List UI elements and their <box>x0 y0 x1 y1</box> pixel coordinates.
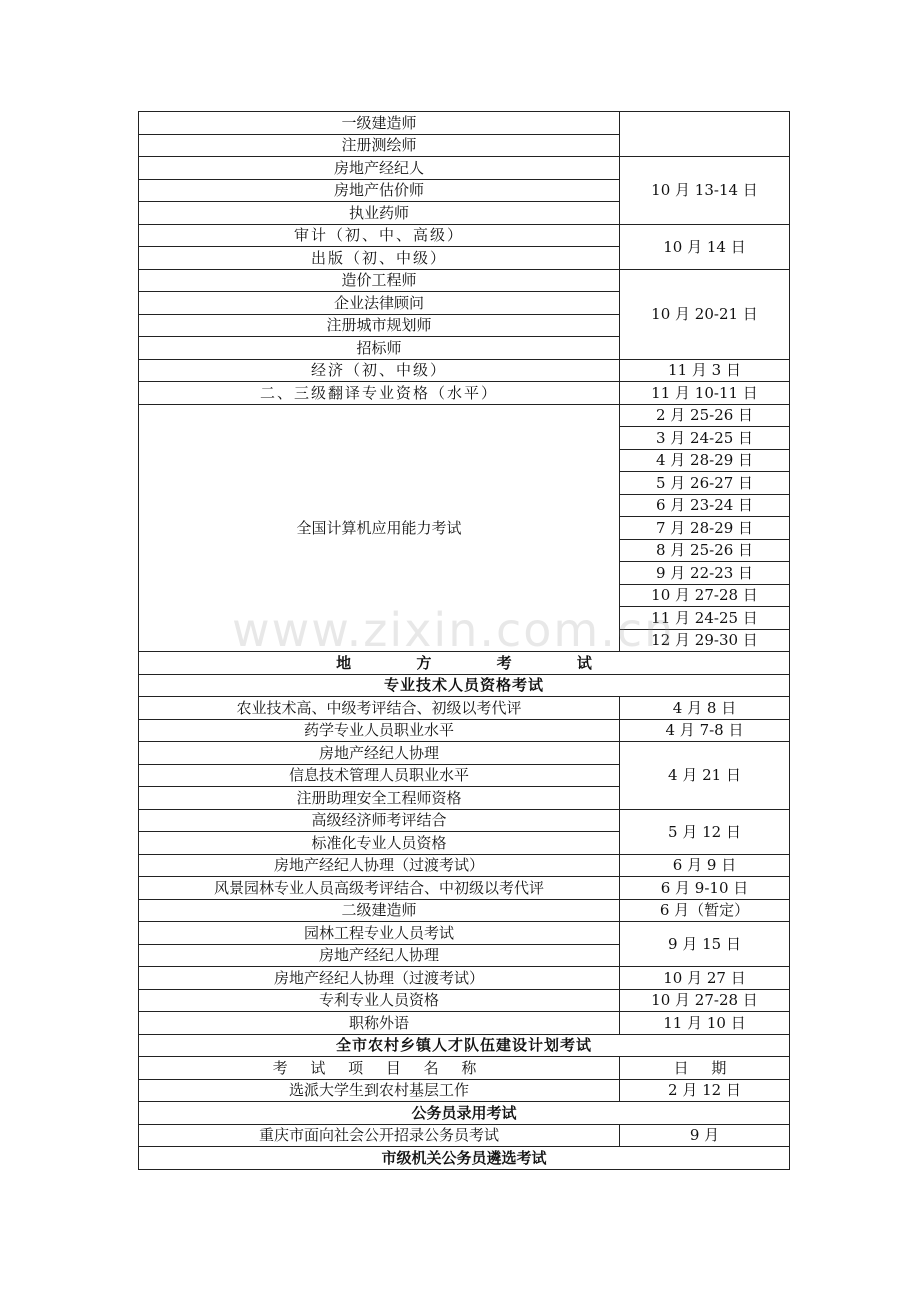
exam-date: 6 月 9 日 <box>620 854 790 877</box>
table-row <box>139 1124 790 1147</box>
exam-name: 注册助理安全工程师资格 <box>139 787 620 810</box>
exam-date: 10 月 27 日 <box>620 967 790 990</box>
column-header-date: 日 期 <box>620 1057 790 1080</box>
exam-date: 9 月 15 日 <box>620 922 790 967</box>
exam-name: 重庆市面向社会公开招录公务员考试 <box>139 1124 620 1147</box>
computer-exam-date: 7 月 28-29 日 <box>620 517 790 540</box>
professional-qualification-heading: 专业技术人员资格考试 <box>139 674 790 697</box>
exam-date: 10 月 27-28 日 <box>620 989 790 1012</box>
exam-name: 造价工程师 <box>139 269 620 292</box>
table-row <box>139 1079 790 1102</box>
civil-servant-heading: 公务员录用考试 <box>139 1102 790 1125</box>
exam-name: 出版（初、中级） <box>139 247 620 270</box>
exam-name: 二、三级翻译专业资格（水平） <box>139 382 620 405</box>
table-row <box>139 899 790 922</box>
section-header-row <box>139 1034 790 1057</box>
table-row <box>139 922 790 945</box>
exam-date: 9 月 <box>620 1124 790 1147</box>
table-row <box>139 404 790 427</box>
exam-name: 专利专业人员资格 <box>139 989 620 1012</box>
computer-exam-date: 8 月 25-26 日 <box>620 539 790 562</box>
exam-name: 审计（初、中、高级） <box>139 224 620 247</box>
exam-name: 园林工程专业人员考试 <box>139 922 620 945</box>
exam-date: 5 月 12 日 <box>620 809 790 854</box>
exam-name: 执业药师 <box>139 202 620 225</box>
computer-exam-date: 12 月 29-30 日 <box>620 629 790 652</box>
exam-date: 4 月 7-8 日 <box>620 719 790 742</box>
table-row <box>139 157 790 180</box>
table-row <box>139 809 790 832</box>
table-row <box>139 382 790 405</box>
exam-date: 2 月 12 日 <box>620 1079 790 1102</box>
exam-name: 房地产经纪人协理（过渡考试） <box>139 854 620 877</box>
exam-name: 农业技术高、中级考评结合、初级以考代评 <box>139 697 620 720</box>
exam-date-empty <box>620 112 790 157</box>
computer-exam-date: 11 月 24-25 日 <box>620 607 790 630</box>
table-row <box>139 224 790 247</box>
table-row <box>139 719 790 742</box>
exam-date: 11 月 10 日 <box>620 1012 790 1035</box>
exam-name: 风景园林专业人员高级考评结合、中初级以考代评 <box>139 877 620 900</box>
exam-name: 房地产经纪人协理（过渡考试） <box>139 967 620 990</box>
exam-date: 6 月（暂定） <box>620 899 790 922</box>
exam-schedule-table <box>138 111 790 1170</box>
computer-exam-date: 9 月 22-23 日 <box>620 562 790 585</box>
exam-name: 药学专业人员职业水平 <box>139 719 620 742</box>
computer-exam-date: 4 月 28-29 日 <box>620 449 790 472</box>
rural-program-heading: 全市农村乡镇人才队伍建设计划考试 <box>139 1034 790 1057</box>
computer-exam-date: 6 月 23-24 日 <box>620 494 790 517</box>
exam-date: 4 月 8 日 <box>620 697 790 720</box>
column-header-item: 考 试 项 目 名 称 <box>139 1057 620 1080</box>
exam-date: 10 月 20-21 日 <box>620 269 790 359</box>
table-row <box>139 967 790 990</box>
section-header-row <box>139 652 790 675</box>
exam-name: 招标师 <box>139 337 620 360</box>
exam-name: 一级建造师 <box>139 112 620 135</box>
exam-name: 二级建造师 <box>139 899 620 922</box>
exam-name: 选派大学生到农村基层工作 <box>139 1079 620 1102</box>
table-row <box>139 112 790 135</box>
exam-name: 房地产估价师 <box>139 179 620 202</box>
city-selection-heading: 市级机关公务员遴选考试 <box>139 1147 790 1170</box>
exam-name: 房地产经纪人协理 <box>139 944 620 967</box>
exam-date: 4 月 21 日 <box>620 742 790 810</box>
exam-date: 10 月 14 日 <box>620 224 790 269</box>
table-row <box>139 742 790 765</box>
exam-name-computer: 全国计算机应用能力考试 <box>139 404 620 652</box>
computer-exam-date: 5 月 26-27 日 <box>620 472 790 495</box>
exam-name: 标准化专业人员资格 <box>139 832 620 855</box>
section-header-row <box>139 674 790 697</box>
watermark-text: www.zixin.com.cn <box>232 603 676 657</box>
table-row <box>139 877 790 900</box>
exam-name: 信息技术管理人员职业水平 <box>139 764 620 787</box>
column-header-row <box>139 1057 790 1080</box>
section-header-row <box>139 1147 790 1170</box>
exam-date: 10 月 13-14 日 <box>620 157 790 225</box>
table-row <box>139 697 790 720</box>
exam-name: 房地产经纪人协理 <box>139 742 620 765</box>
table-row <box>139 854 790 877</box>
exam-name: 注册测绘师 <box>139 134 620 157</box>
computer-exam-date: 10 月 27-28 日 <box>620 584 790 607</box>
exam-date: 6 月 9-10 日 <box>620 877 790 900</box>
exam-name: 高级经济师考评结合 <box>139 809 620 832</box>
local-exams-heading: 地 方 考 试 <box>139 652 790 675</box>
table-row <box>139 989 790 1012</box>
exam-name: 企业法律顾问 <box>139 292 620 315</box>
exam-name: 经济（初、中级） <box>139 359 620 382</box>
exam-name: 职称外语 <box>139 1012 620 1035</box>
section-header-row <box>139 1102 790 1125</box>
table-row <box>139 359 790 382</box>
exam-date: 11 月 10-11 日 <box>620 382 790 405</box>
exam-date: 11 月 3 日 <box>620 359 790 382</box>
exam-name: 注册城市规划师 <box>139 314 620 337</box>
table-row <box>139 269 790 292</box>
table-row <box>139 1012 790 1035</box>
computer-exam-date: 3 月 24-25 日 <box>620 427 790 450</box>
computer-exam-date: 2 月 25-26 日 <box>620 404 790 427</box>
exam-name: 房地产经纪人 <box>139 157 620 180</box>
